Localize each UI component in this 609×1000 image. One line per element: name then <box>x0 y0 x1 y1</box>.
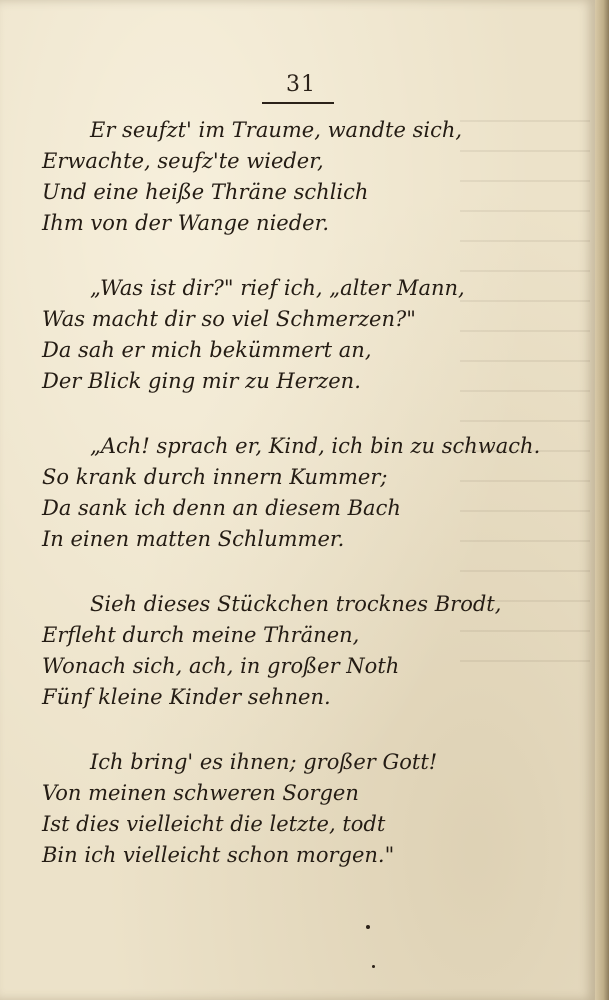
poem-line: Was macht dir so viel Schmerzen?" <box>42 307 416 331</box>
page-edge <box>595 0 609 1000</box>
poem-line: So krank durch innern Kummer; <box>42 465 388 489</box>
poem-line: In einen matten Schlummer. <box>42 527 345 551</box>
poem-line: „Ach! sprach er, Kind, ich bin zu schwach. <box>90 434 541 458</box>
poem-line: Von meinen schweren Sorgen <box>42 781 359 805</box>
stanza-2 <box>0 273 595 397</box>
poem-line: Und eine heiße Thräne schlich <box>42 180 369 204</box>
poem-line: Bin ich vielleicht schon morgen." <box>42 843 395 867</box>
poem <box>0 115 595 905</box>
poem-line: Er seufzt' im Traume, wandte sich, <box>90 118 463 142</box>
page-number: 31 <box>286 72 316 97</box>
poem-line: Da sank ich denn an diesem Bach <box>42 496 401 520</box>
ink-speck <box>366 925 370 929</box>
poem-line: Ist dies vielleicht die letzte, todt <box>42 812 386 836</box>
stanza-1 <box>0 115 595 239</box>
stanza-3 <box>0 431 595 555</box>
poem-line: Der Blick ging mir zu Herzen. <box>42 369 361 393</box>
poem-line: Da sah er mich bekümmert an, <box>42 338 372 362</box>
poem-line: Erfleht durch meine Thränen, <box>42 623 360 647</box>
page-number-rule <box>262 102 334 104</box>
poem-line: Wonach sich, ach, in großer Noth <box>42 654 400 678</box>
stanza-5 <box>0 747 595 871</box>
ink-speck <box>372 965 375 968</box>
poem-line: Sieh dieses Stückchen trocknes Brodt, <box>90 592 502 616</box>
poem-line: Ihm von der Wange nieder. <box>42 211 329 235</box>
poem-line: Fünf kleine Kinder sehnen. <box>42 685 331 709</box>
poem-line: Erwachte, seufz'te wieder, <box>42 149 324 173</box>
poem-line: Ich bring' es ihnen; großer Gott! <box>90 750 438 774</box>
poem-line: „Was ist dir?" rief ich, „alter Mann, <box>90 276 465 300</box>
stanza-4 <box>0 589 595 713</box>
